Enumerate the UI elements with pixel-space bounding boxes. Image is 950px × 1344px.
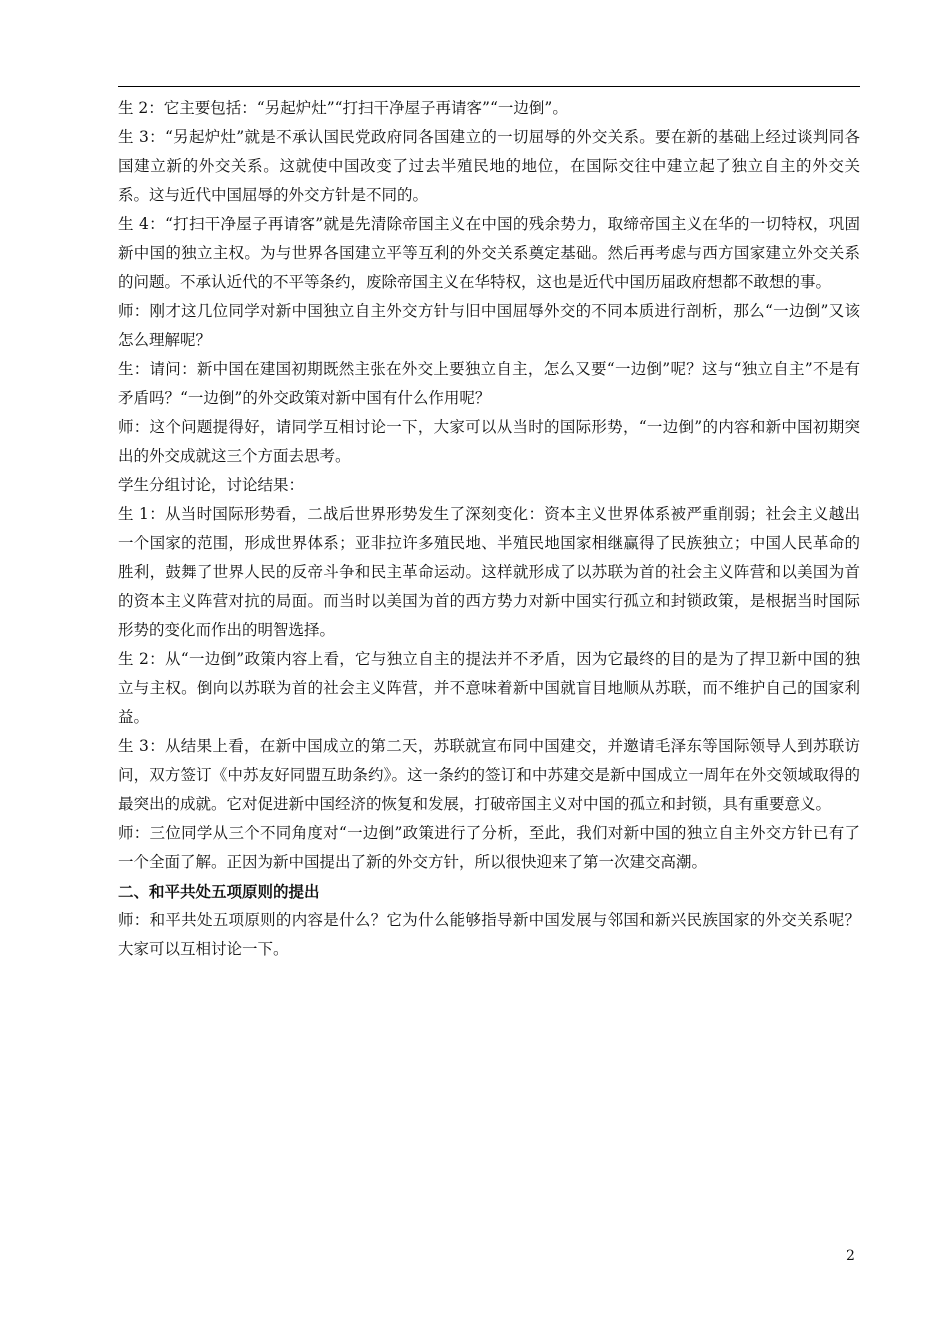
document-body	[118, 94, 860, 964]
paragraph: 生 4：“打扫干净屋子再请客”就是先清除帝国主义在中国的残余势力，取缔帝国主义在华的一切特权，巩固新中国的独立主权。为与世界各国建立平等互利的外交关系奠定基础。然后再考虑与西方国家建立外交关系的问题。不承认近代的不平等条约，废除帝国主义在华特权，这也是近代中国历届政府想都不敢想的事。	[118, 215, 860, 291]
paragraph: 生 2：它主要包括：“另起炉灶”“打扫干净屋子再请客”“一边倒”。	[118, 99, 568, 117]
page-number: 2	[846, 1248, 855, 1264]
paragraph: 学生分组讨论，讨论结果：	[118, 476, 305, 494]
paragraph: 生 1：从当时国际形势看，二战后世界形势发生了深刻变化：资本主义世界体系被严重削弱；社会主义越出一个国家的范围，形成世界体系；亚非拉许多殖民地、半殖民地国家相继赢得了民族独立；中国人民革命的胜利，鼓舞了世界人民的反帝斗争和民主革命运动。这样就形成了以苏联为首的社会主义阵营和以美国为首的资本主义阵营对抗的局面。而当时以美国为首的西方势力对新中国实行孤立和封锁政策，是根据当时国际形势的变化而作出的明智选择。	[118, 505, 860, 639]
paragraph: 师：和平共处五项原则的内容是什么？它为什么能够指导新中国发展与邻国和新兴民族国家的外交关系呢？大家可以互相讨论一下。	[118, 911, 860, 958]
paragraph: 生 3：“另起炉灶”就是不承认国民党政府同各国建立的一切屈辱的外交关系。要在新的基础上经过谈判同各国建立新的外交关系。这就使中国改变了过去半殖民地的地位，在国际交往中建立起了独立自主的外交关系。这与近代中国屈辱的外交方针是不同的。	[118, 128, 860, 204]
paragraph: 生 2：从“一边倒”政策内容上看，它与独立自主的提法并不矛盾，因为它最终的目的是为了捍卫新中国的独立与主权。倒向以苏联为首的社会主义阵营，并不意味着新中国就盲目地顺从苏联，而不维护自己的国家利益。	[118, 650, 860, 726]
paragraph: 师：刚才这几位同学对新中国独立自主外交方针与旧中国屈辱外交的不同本质进行剖析，那么“一边倒”又该怎么理解呢？	[118, 302, 860, 349]
paragraph: 生 3：从结果上看，在新中国成立的第二天，苏联就宣布同中国建交，并邀请毛泽东等国际领导人到苏联访问，双方签订《中苏友好同盟互助条约》。这一条约的签订和中苏建交是新中国成立一周年在外交领域取得的最突出的成就。它对促进新中国经济的恢复和发展，打破帝国主义对中国的孤立和封锁，具有重要意义。	[118, 737, 860, 813]
section-heading: 二、和平共处五项原则的提出	[118, 882, 320, 901]
paragraph: 师：三位同学从三个不同角度对“一边倒”政策进行了分析，至此，我们对新中国的独立自主外交方针已有了一个全面了解。正因为新中国提出了新的外交方针，所以很快迎来了第一次建交高潮。	[118, 824, 860, 871]
header-rule	[118, 86, 860, 87]
paragraph: 师：这个问题提得好，请同学互相讨论一下，大家可以从当时的国际形势，“一边倒”的内容和新中国初期突出的外交成就这三个方面去思考。	[118, 418, 860, 465]
paragraph: 生：请问：新中国在建国初期既然主张在外交上要独立自主，怎么又要“一边倒”呢？这与“独立自主”不是有矛盾吗？“一边倒”的外交政策对新中国有什么作用呢？	[118, 360, 860, 407]
